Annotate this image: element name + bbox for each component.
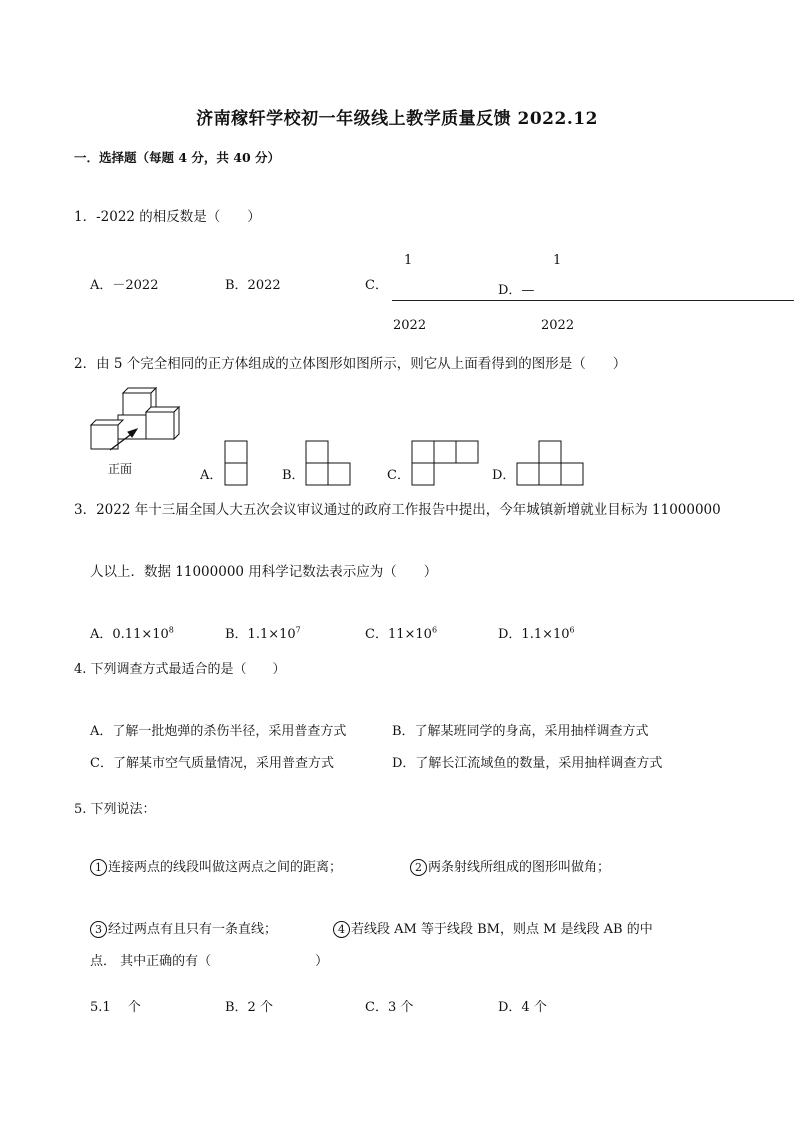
circled-number-3: 3: [90, 921, 107, 938]
q3-option-b-exponent: 7: [295, 625, 301, 635]
q3-option-a: A．$0.11\times 10^8$: [90, 625, 174, 642]
circled-number-2: 2: [410, 859, 427, 876]
q5-statement-2: 2 两条射线所组成的图形叫做角；: [410, 856, 610, 876]
q2-option-c-figure: [411, 440, 483, 488]
q2-option-a-figure: [224, 440, 250, 488]
q1-option-d-denominator: 2022: [541, 318, 575, 333]
circled-number-4: 4: [333, 921, 350, 938]
q3-option-c-exponent: 6: [431, 625, 438, 635]
fraction-bar: [392, 300, 794, 301]
q1-option-d-numerator: 1: [553, 253, 562, 268]
q4-option-d: D．了解长江流域鱼的数量，采用抽样调查方式: [392, 756, 663, 771]
q4-option-c: C．了解某市空气质量情况，采用普查方式: [90, 756, 334, 771]
q2-option-a-label: A．: [200, 468, 223, 483]
q2-option-b-figure: [305, 440, 355, 488]
q3-option-b: B．$1.1\times 10^7$: [225, 625, 301, 642]
q5-statement-4-continued: 点． 其中正确的有（ ）: [90, 954, 329, 969]
q3-stem-line2: 人以上．数据 11000000 用科学记数法表示应为（ ）: [90, 564, 438, 580]
q5-option-d: D．4 个: [498, 1000, 547, 1015]
q1-option-b: B．2022: [225, 278, 281, 293]
front-view-label: 正面: [108, 462, 133, 476]
q2-option-d-label: D．: [492, 468, 516, 483]
q2-option-c-label: C．: [387, 468, 410, 483]
q5-statement-4: 4 若线段 AM 等于线段 BM，则点 M 是线段 AB 的中: [333, 918, 653, 938]
q4-stem: 4. 下列调查方式最适合的是（ ）: [74, 662, 286, 677]
q5-option-c: C．3 个: [365, 1000, 414, 1015]
q5-option-b: B．2 个: [225, 1000, 273, 1015]
q1-option-c-prefix: C．: [365, 278, 388, 293]
q3-option-d-exponent: 6: [569, 625, 575, 635]
q5-statement-3: 3 经过两点有且只有一条直线；: [90, 918, 277, 938]
q1-option-c-numerator: 1: [404, 253, 413, 268]
q5-stem: 5. 下列说法：: [74, 802, 156, 817]
q3-option-a-exponent: 8: [168, 625, 174, 635]
page-title: 济南稼轩学校初一年级线上教学质量反馈 2022.12: [196, 109, 598, 129]
q4-option-a: A．了解一批炮弹的杀伤半径，采用普查方式: [90, 724, 347, 739]
q2-stem: 2．由 5 个完全相同的正方体组成的立体图形如图所示，则它从上面看得到的图形是（ ）: [74, 356, 627, 372]
q1-stem: 1．-2022 的相反数是（ ）: [74, 209, 261, 225]
q1-option-d-prefix: D．—: [498, 283, 535, 298]
circled-number-1: 1: [90, 859, 107, 876]
q3-option-c: C．$11\times 10^6$: [365, 625, 438, 642]
q2-option-b-label: B．: [282, 468, 305, 483]
q1-option-c-denominator: 2022: [393, 318, 427, 333]
q2-option-d-figure: [516, 440, 588, 488]
q5-statement-1: 1 连接两点的线段叫做这两点之间的距离；: [90, 856, 342, 876]
q1-option-a: A．－2022: [90, 278, 159, 293]
q3-stem-line1: 3．2022 年十三届全国人大五次会议审议通过的政府工作报告中提出，今年城镇新增就业目标为 11000000: [74, 502, 721, 518]
q4-option-b: B．了解某班同学的身高，采用抽样调查方式: [392, 724, 649, 739]
q3-option-d: D．$1.1\times 10^6$: [498, 625, 575, 642]
q5-option-a: 5.1 个: [90, 1000, 141, 1015]
section-heading: 一．选择题（每题 4 分，共 40 分）: [74, 150, 281, 165]
cube-solid-figure: [88, 382, 188, 452]
